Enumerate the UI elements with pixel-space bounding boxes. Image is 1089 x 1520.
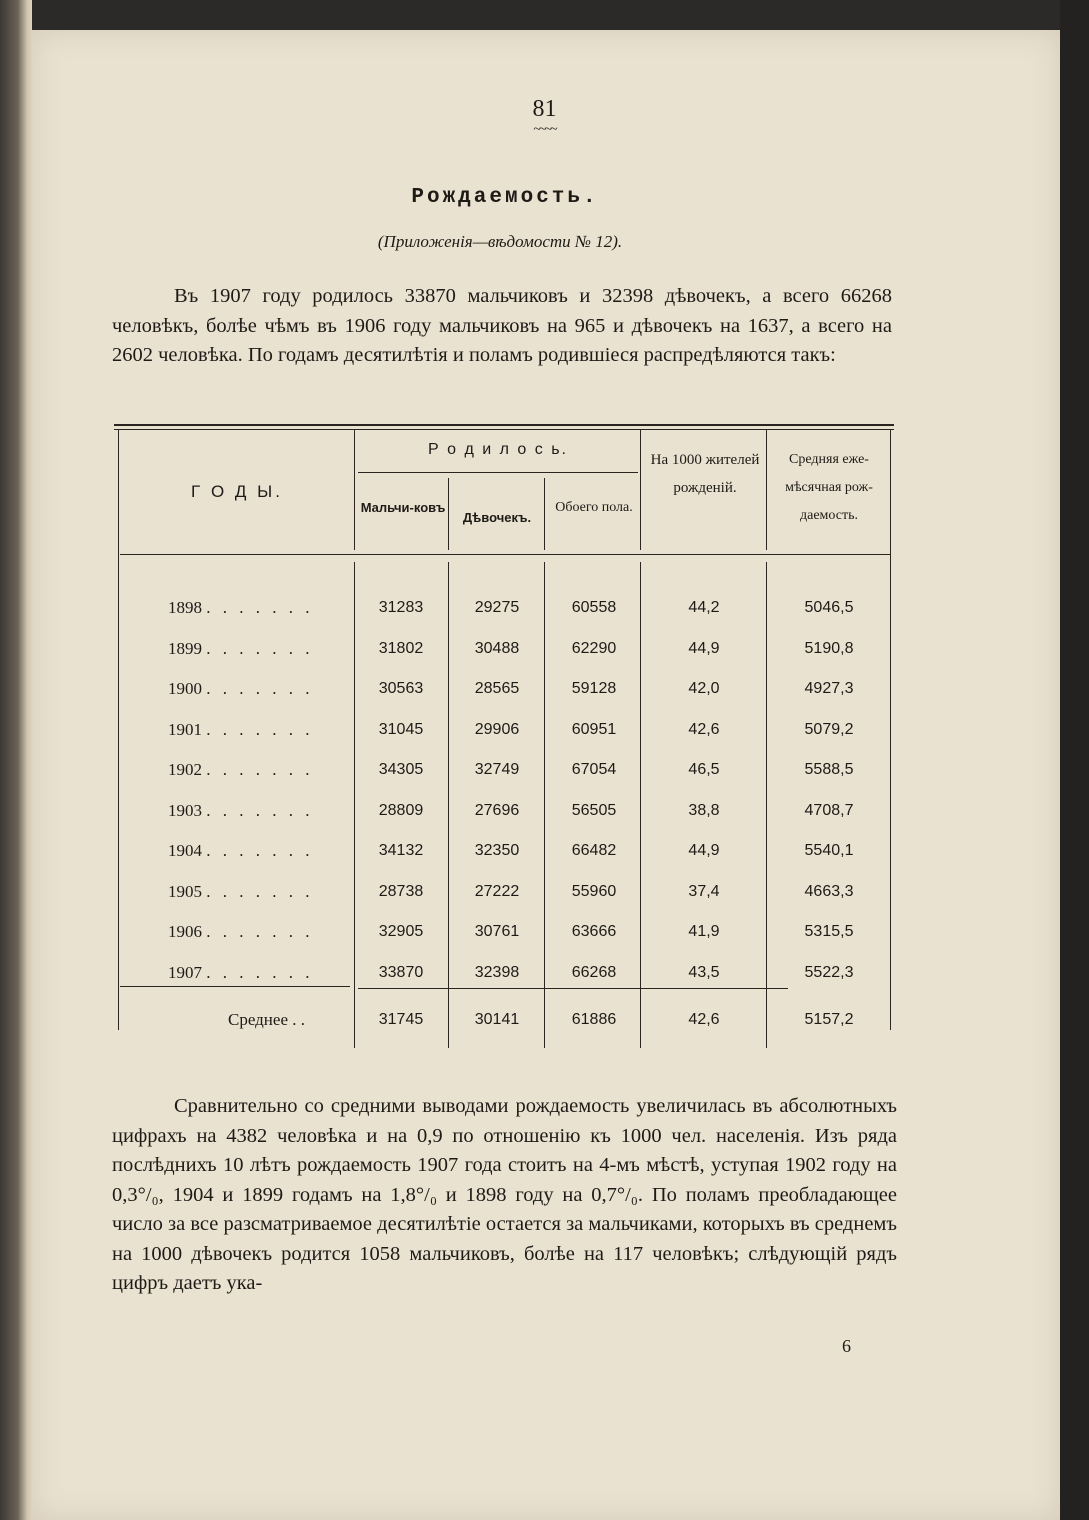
col-divider-3-header [544,478,545,550]
page-number-ornament: ~~~~ [533,122,556,137]
row-per1000: 46,5 [688,761,720,778]
header-years: Г О Д Ы. [191,482,283,501]
row-leader-dots: . . . . . . . [206,963,314,982]
col-divider-1 [354,562,355,1048]
header-monthly: Средняя еже-мѣсячная рож-даемость. [785,452,873,523]
row-per1000: 41,9 [688,923,720,940]
col-divider-2-header [448,478,449,550]
table-left-border [118,430,119,1030]
row-girls: 32398 [474,964,520,981]
row-boys: 31045 [378,721,424,738]
average-monthly: 5157,2 [804,1011,854,1028]
row-year-value: 1906 [168,922,202,941]
row-year [168,677,354,701]
table-top-rule-2 [114,429,894,430]
average-per1000: 42,6 [688,1011,720,1028]
row-both: 55960 [571,883,617,900]
header-born: Р о д и л о с ь. [428,441,568,458]
row-per1000: 38,8 [688,802,720,819]
row-both: 59128 [571,680,617,697]
row-leader-dots: . . . . . . . [206,922,314,941]
row-per1000: 42,0 [688,680,720,697]
row-monthly: 4708,7 [804,802,854,819]
average-rule-right [358,988,788,989]
row-leader-dots: . . . . . . . [206,882,314,901]
row-year-value: 1903 [168,801,202,820]
row-girls: 30761 [474,923,520,940]
row-leader-dots: . . . . . . . [206,760,314,779]
row-monthly: 5079,2 [804,721,854,738]
row-girls: 30488 [474,640,520,657]
row-year-value: 1901 [168,720,202,739]
row-leader-dots: . . . . . . . [206,801,314,820]
row-year-value: 1900 [168,679,202,698]
row-per1000: 42,6 [688,721,720,738]
header-per1000: На 1000 жителей рожденій. [650,452,760,496]
row-year [168,839,354,863]
row-monthly: 5540,1 [804,842,854,859]
row-year [168,637,354,661]
header-bottom-rule [120,554,890,555]
row-girls: 28565 [474,680,520,697]
row-year [168,880,354,904]
row-per1000: 44,2 [688,599,720,616]
row-per1000: 37,4 [688,883,720,900]
signature-mark: 6 [842,1336,851,1356]
row-girls: 29275 [474,599,520,616]
row-year-value: 1898 [168,598,202,617]
row-year [168,920,354,944]
row-girls: 32350 [474,842,520,859]
row-year [168,799,354,823]
col-divider-2 [448,562,449,1048]
row-girls: 27222 [474,883,520,900]
row-year [168,596,354,620]
row-monthly: 4927,3 [804,680,854,697]
col-divider-1-header [354,430,355,550]
row-leader-dots: . . . . . . . [206,598,314,617]
row-boys: 34305 [378,761,424,778]
row-monthly: 5315,5 [804,923,854,940]
row-girls: 32749 [474,761,520,778]
row-monthly: 4663,3 [804,883,854,900]
row-boys: 28809 [378,802,424,819]
col-divider-5-header [766,430,767,550]
average-girls: 30141 [474,1011,520,1028]
row-year [168,961,354,985]
row-year-value: 1904 [168,841,202,860]
row-both: 67054 [571,761,617,778]
row-year-value: 1902 [168,760,202,779]
row-boys: 33870 [378,964,424,981]
row-monthly: 5522,3 [804,964,854,981]
header-both: Обоего пола. [555,500,633,515]
row-year-value: 1899 [168,639,202,658]
row-boys: 34132 [378,842,424,859]
row-per1000: 43,5 [688,964,720,981]
row-girls: 29906 [474,721,520,738]
row-both: 56505 [571,802,617,819]
intro-paragraph: Въ 1907 году родилось 33870 мальчиковъ и 32398 дѣвочекъ, а всего 66268 человѣкъ, болѣе чѣмъ въ 1906 году мальчиковъ на 965 и дѣвочекъ на 1637, а всего на 2602 человѣка. По годамъ десятилѣтія и поламъ родившіеся распредѣляются такъ: [112,285,892,366]
table-right-border [890,430,891,1030]
section-title: Рождаемость. [411,186,599,209]
col-divider-3 [544,562,545,1048]
col-divider-5 [766,562,767,1048]
table-top-rule [114,424,894,426]
row-both: 60558 [571,599,617,616]
row-boys: 32905 [378,923,424,940]
header-girls: Дѣвочекъ. [462,510,532,525]
average-boys: 31745 [378,1011,424,1028]
header-boys: Мальчи-ковъ [360,500,446,515]
section-subtitle: (Приложенія—вѣдомости № 12). [377,232,623,251]
row-both: 66268 [571,964,617,981]
row-both: 62290 [571,640,617,657]
col-divider-4 [640,562,641,1048]
row-year-value: 1905 [168,882,202,901]
row-leader-dots: . . . . . . . [206,720,314,739]
row-both: 66482 [571,842,617,859]
scan-border [1060,0,1089,1520]
row-boys: 31802 [378,640,424,657]
col-divider-4-header [640,430,641,550]
book-spine-shadow [0,0,32,1520]
births-table [114,424,894,1054]
row-monthly: 5190,8 [804,640,854,657]
row-year [168,718,354,742]
row-per1000: 44,9 [688,640,720,657]
average-label: Среднее . . [228,1010,305,1029]
row-boys: 28738 [378,883,424,900]
row-both: 60951 [571,721,617,738]
page-number: 81 [532,96,557,122]
born-sub-rule [358,472,638,473]
row-both: 63666 [571,923,617,940]
row-girls: 27696 [474,802,520,819]
row-monthly: 5046,5 [804,599,854,616]
analysis-paragraph: Сравнительно со средними выводами рождаемость увеличилась въ абсолютныхъ цифрахъ на 4382 человѣка и на 0,9 по отношенію къ 1000 чел. населенія. Изъ ряда послѣднихъ 10 лѣтъ рождаемость 1907 года стоитъ на 4-мъ мѣстѣ, уступая 1902 году на 0,3°/₀, 1904 и 1899 годамъ на 1,8°/₀ и 1898 году на 0,7°/₀. По поламъ преобладающее число за все разсматриваемое десятилѣтіе остается за мальчиками, которыхъ въ среднемъ на 1000 дѣвочекъ родится 1058 мальчиковъ, болѣе на 117 человѣкъ; слѣдующій рядъ цифръ даетъ ука- [112,1095,897,1294]
row-leader-dots: . . . . . . . [206,841,314,860]
row-boys: 31283 [378,599,424,616]
row-leader-dots: . . . . . . . [206,639,314,658]
average-rule-left [120,986,350,987]
row-per1000: 44,9 [688,842,720,859]
row-year [168,758,354,782]
average-both: 61886 [571,1011,617,1028]
row-boys: 30563 [378,680,424,697]
row-year-value: 1907 [168,963,202,982]
row-monthly: 5588,5 [804,761,854,778]
row-leader-dots: . . . . . . . [206,679,314,698]
